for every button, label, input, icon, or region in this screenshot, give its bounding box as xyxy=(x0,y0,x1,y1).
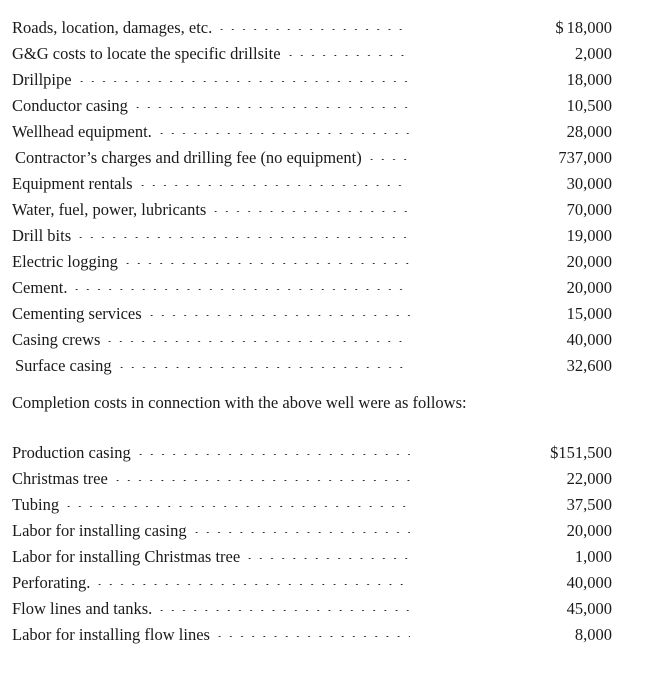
cost-item-amount: 40,000 xyxy=(566,573,612,592)
cost-item-amount-cell xyxy=(422,466,650,492)
cost-item-label-wrap xyxy=(0,15,422,41)
cost-item-label-wrap xyxy=(0,275,422,301)
table-row xyxy=(0,466,650,492)
table-row xyxy=(0,223,650,249)
cost-item-amount-cell xyxy=(422,327,650,353)
table-row xyxy=(0,93,650,119)
cost-item-amount: 22,000 xyxy=(566,469,612,488)
cost-item-label: Flow lines and tanks. xyxy=(12,599,153,618)
cost-item-label-cell xyxy=(0,275,422,301)
cost-item-amount-cell xyxy=(422,544,650,570)
dot-leader xyxy=(285,55,410,56)
cost-item-amount-cell xyxy=(422,171,650,197)
dot-leader xyxy=(244,558,410,559)
cost-item-amount: 18,000 xyxy=(566,18,612,37)
cost-item-amount-cell xyxy=(422,15,650,41)
cost-item-amount-cell xyxy=(422,440,650,466)
cost-item-label-wrap xyxy=(0,596,422,622)
cost-item-amount: 1,000 xyxy=(574,547,612,566)
cost-item-amount: 70,000 xyxy=(566,200,612,219)
cost-item-label-cell xyxy=(0,466,422,492)
cost-item-label-cell xyxy=(0,492,422,518)
cost-item-amount: 10,500 xyxy=(566,96,612,115)
table-row xyxy=(0,353,650,379)
cost-item-amount-cell xyxy=(422,492,650,518)
cost-item-label: G&G costs to locate the specific drillsite xyxy=(12,44,281,63)
table-row xyxy=(0,327,650,353)
cost-item-label-wrap xyxy=(0,440,422,466)
cost-item-label-cell xyxy=(0,596,422,622)
cost-item-label-cell xyxy=(0,119,422,145)
cost-item-label: Equipment rentals xyxy=(12,174,133,193)
cost-item-amount-cell xyxy=(422,119,650,145)
cost-item-label-wrap xyxy=(0,327,422,353)
cost-item-amount-cell xyxy=(422,301,650,327)
cost-item-amount: 18,000 xyxy=(566,70,612,89)
dot-leader xyxy=(63,506,410,507)
cost-item-label-wrap xyxy=(0,197,422,223)
cost-item-amount-cell xyxy=(422,596,650,622)
cost-item-amount: 32,600 xyxy=(566,356,612,375)
table-row xyxy=(0,41,650,67)
table-row xyxy=(0,145,650,171)
dot-leader xyxy=(135,454,410,455)
cost-item-label-cell xyxy=(0,570,422,596)
cost-item-label: Conductor casing xyxy=(12,96,128,115)
cost-item-amount: 20,000 xyxy=(566,521,612,540)
cost-item-amount-cell xyxy=(422,197,650,223)
dot-leader xyxy=(116,367,410,368)
cost-item-label: Christmas tree xyxy=(12,469,108,488)
cost-item-label-wrap xyxy=(0,353,422,379)
dot-leader xyxy=(156,610,410,611)
table-row xyxy=(0,275,650,301)
cost-item-amount-cell xyxy=(422,353,650,379)
cost-item-label: Tubing xyxy=(12,495,60,514)
cost-item-amount-cell xyxy=(422,275,650,301)
cost-item-label: Production casing xyxy=(12,443,131,462)
top-spacer xyxy=(0,0,650,15)
cost-item-label: Cementing services xyxy=(12,304,142,323)
dot-leader xyxy=(214,636,410,637)
cost-item-label: Labor for installing casing xyxy=(12,521,187,540)
cost-item-amount: 28,000 xyxy=(566,122,612,141)
cost-item-label: Roads, location, damages, etc. xyxy=(12,18,213,37)
cost-item-label: Contractor’s charges and drilling fee (no equipment) xyxy=(15,148,362,167)
cost-item-label-cell xyxy=(0,622,422,648)
dot-leader xyxy=(366,159,410,160)
cost-item-amount: 2,000 xyxy=(574,44,612,63)
cost-item-label-cell xyxy=(0,518,422,544)
dot-leader xyxy=(112,480,410,481)
cost-item-label-wrap xyxy=(0,622,422,648)
cost-item-amount: 151,500 xyxy=(558,443,612,462)
cost-item-label: Drillpipe xyxy=(12,70,72,89)
cost-item-label: Electric logging xyxy=(12,252,118,271)
cost-item-label-wrap xyxy=(0,41,422,67)
cost-item-label-cell xyxy=(0,171,422,197)
dot-leader xyxy=(146,315,410,316)
table-row xyxy=(0,119,650,145)
cost-item-label-cell xyxy=(0,67,422,93)
cost-item-label-cell xyxy=(0,301,422,327)
cost-item-amount-cell xyxy=(422,223,650,249)
dot-leader xyxy=(210,211,410,212)
cost-item-label-wrap xyxy=(0,93,422,119)
dot-leader xyxy=(132,107,410,108)
cost-item-label: Surface casing xyxy=(15,356,112,375)
cost-item-label-wrap xyxy=(0,119,422,145)
currency-symbol: $ xyxy=(555,18,564,37)
cost-item-label-wrap xyxy=(0,67,422,93)
cost-item-amount-cell xyxy=(422,622,650,648)
cost-item-label: Perforating. xyxy=(12,573,91,592)
section-gap-upper xyxy=(0,379,650,390)
dot-leader xyxy=(216,29,410,30)
cost-item-label-cell xyxy=(0,145,422,171)
table-row xyxy=(0,67,650,93)
cost-item-label: Casing crews xyxy=(12,330,101,349)
cost-item-amount-cell xyxy=(422,570,650,596)
table-row xyxy=(0,518,650,544)
cost-item-amount-cell xyxy=(422,93,650,119)
dot-leader xyxy=(137,185,410,186)
cost-item-label-wrap xyxy=(0,492,422,518)
cost-item-label: Labor for installing Christmas tree xyxy=(12,547,241,566)
dot-leader xyxy=(104,341,410,342)
completion-costs-table xyxy=(0,440,650,648)
cost-item-amount: 737,000 xyxy=(558,148,612,167)
cost-item-label: Water, fuel, power, lubricants xyxy=(12,200,207,219)
dot-leader xyxy=(71,289,410,290)
table-row xyxy=(0,197,650,223)
table-row xyxy=(0,622,650,648)
section-gap-lower xyxy=(0,416,650,440)
dot-leader xyxy=(75,237,410,238)
table-row xyxy=(0,440,650,466)
cost-item-amount-cell xyxy=(422,41,650,67)
cost-item-label: Labor for installing flow lines xyxy=(12,625,210,644)
cost-item-amount: 8,000 xyxy=(574,625,612,644)
table-row xyxy=(0,596,650,622)
table-row xyxy=(0,570,650,596)
cost-item-amount-cell xyxy=(422,67,650,93)
cost-item-label-wrap xyxy=(0,466,422,492)
cost-item-label-wrap xyxy=(0,570,422,596)
cost-item-label-cell xyxy=(0,41,422,67)
cost-item-label-cell xyxy=(0,353,422,379)
cost-item-label-wrap xyxy=(0,518,422,544)
cost-item-label-wrap xyxy=(0,145,422,171)
dot-leader xyxy=(94,584,410,585)
cost-item-amount: 45,000 xyxy=(566,599,612,618)
cost-item-amount: 37,500 xyxy=(566,495,612,514)
dot-leader xyxy=(76,81,410,82)
dot-leader xyxy=(122,263,410,264)
cost-item-amount-cell xyxy=(422,249,650,275)
cost-item-amount-cell xyxy=(422,518,650,544)
cost-item-label-cell xyxy=(0,15,422,41)
cost-item-label-cell xyxy=(0,197,422,223)
table-row xyxy=(0,249,650,275)
table-row xyxy=(0,171,650,197)
cost-item-label-cell xyxy=(0,544,422,570)
table-row xyxy=(0,544,650,570)
cost-item-amount: 20,000 xyxy=(566,278,612,297)
cost-item-label: Drill bits xyxy=(12,226,72,245)
currency-symbol: $ xyxy=(550,443,559,462)
cost-item-label-wrap xyxy=(0,223,422,249)
cost-item-label-cell xyxy=(0,327,422,353)
cost-item-label-cell xyxy=(0,440,422,466)
cost-item-label-wrap xyxy=(0,301,422,327)
cost-item-amount-cell xyxy=(422,145,650,171)
table-row xyxy=(0,15,650,41)
cost-item-amount: 19,000 xyxy=(566,226,612,245)
table-row xyxy=(0,301,650,327)
cost-item-amount: 30,000 xyxy=(566,174,612,193)
cost-item-label: Cement. xyxy=(12,278,68,297)
cost-item-label-cell xyxy=(0,223,422,249)
cost-item-amount: 20,000 xyxy=(566,252,612,271)
cost-item-label-wrap xyxy=(0,249,422,275)
cost-item-label-cell xyxy=(0,249,422,275)
completion-costs-note: Completion costs in connection with the above well were as follows: xyxy=(12,393,467,412)
dot-leader xyxy=(191,532,410,533)
cost-item-label-wrap xyxy=(0,544,422,570)
cost-item-label-wrap xyxy=(0,171,422,197)
table-row xyxy=(0,492,650,518)
cost-item-amount: 15,000 xyxy=(566,304,612,323)
drilling-costs-table xyxy=(0,15,650,379)
cost-item-amount: 40,000 xyxy=(566,330,612,349)
cost-item-label: Wellhead equipment. xyxy=(12,122,152,141)
cost-item-label-cell xyxy=(0,93,422,119)
dot-leader xyxy=(156,133,410,134)
